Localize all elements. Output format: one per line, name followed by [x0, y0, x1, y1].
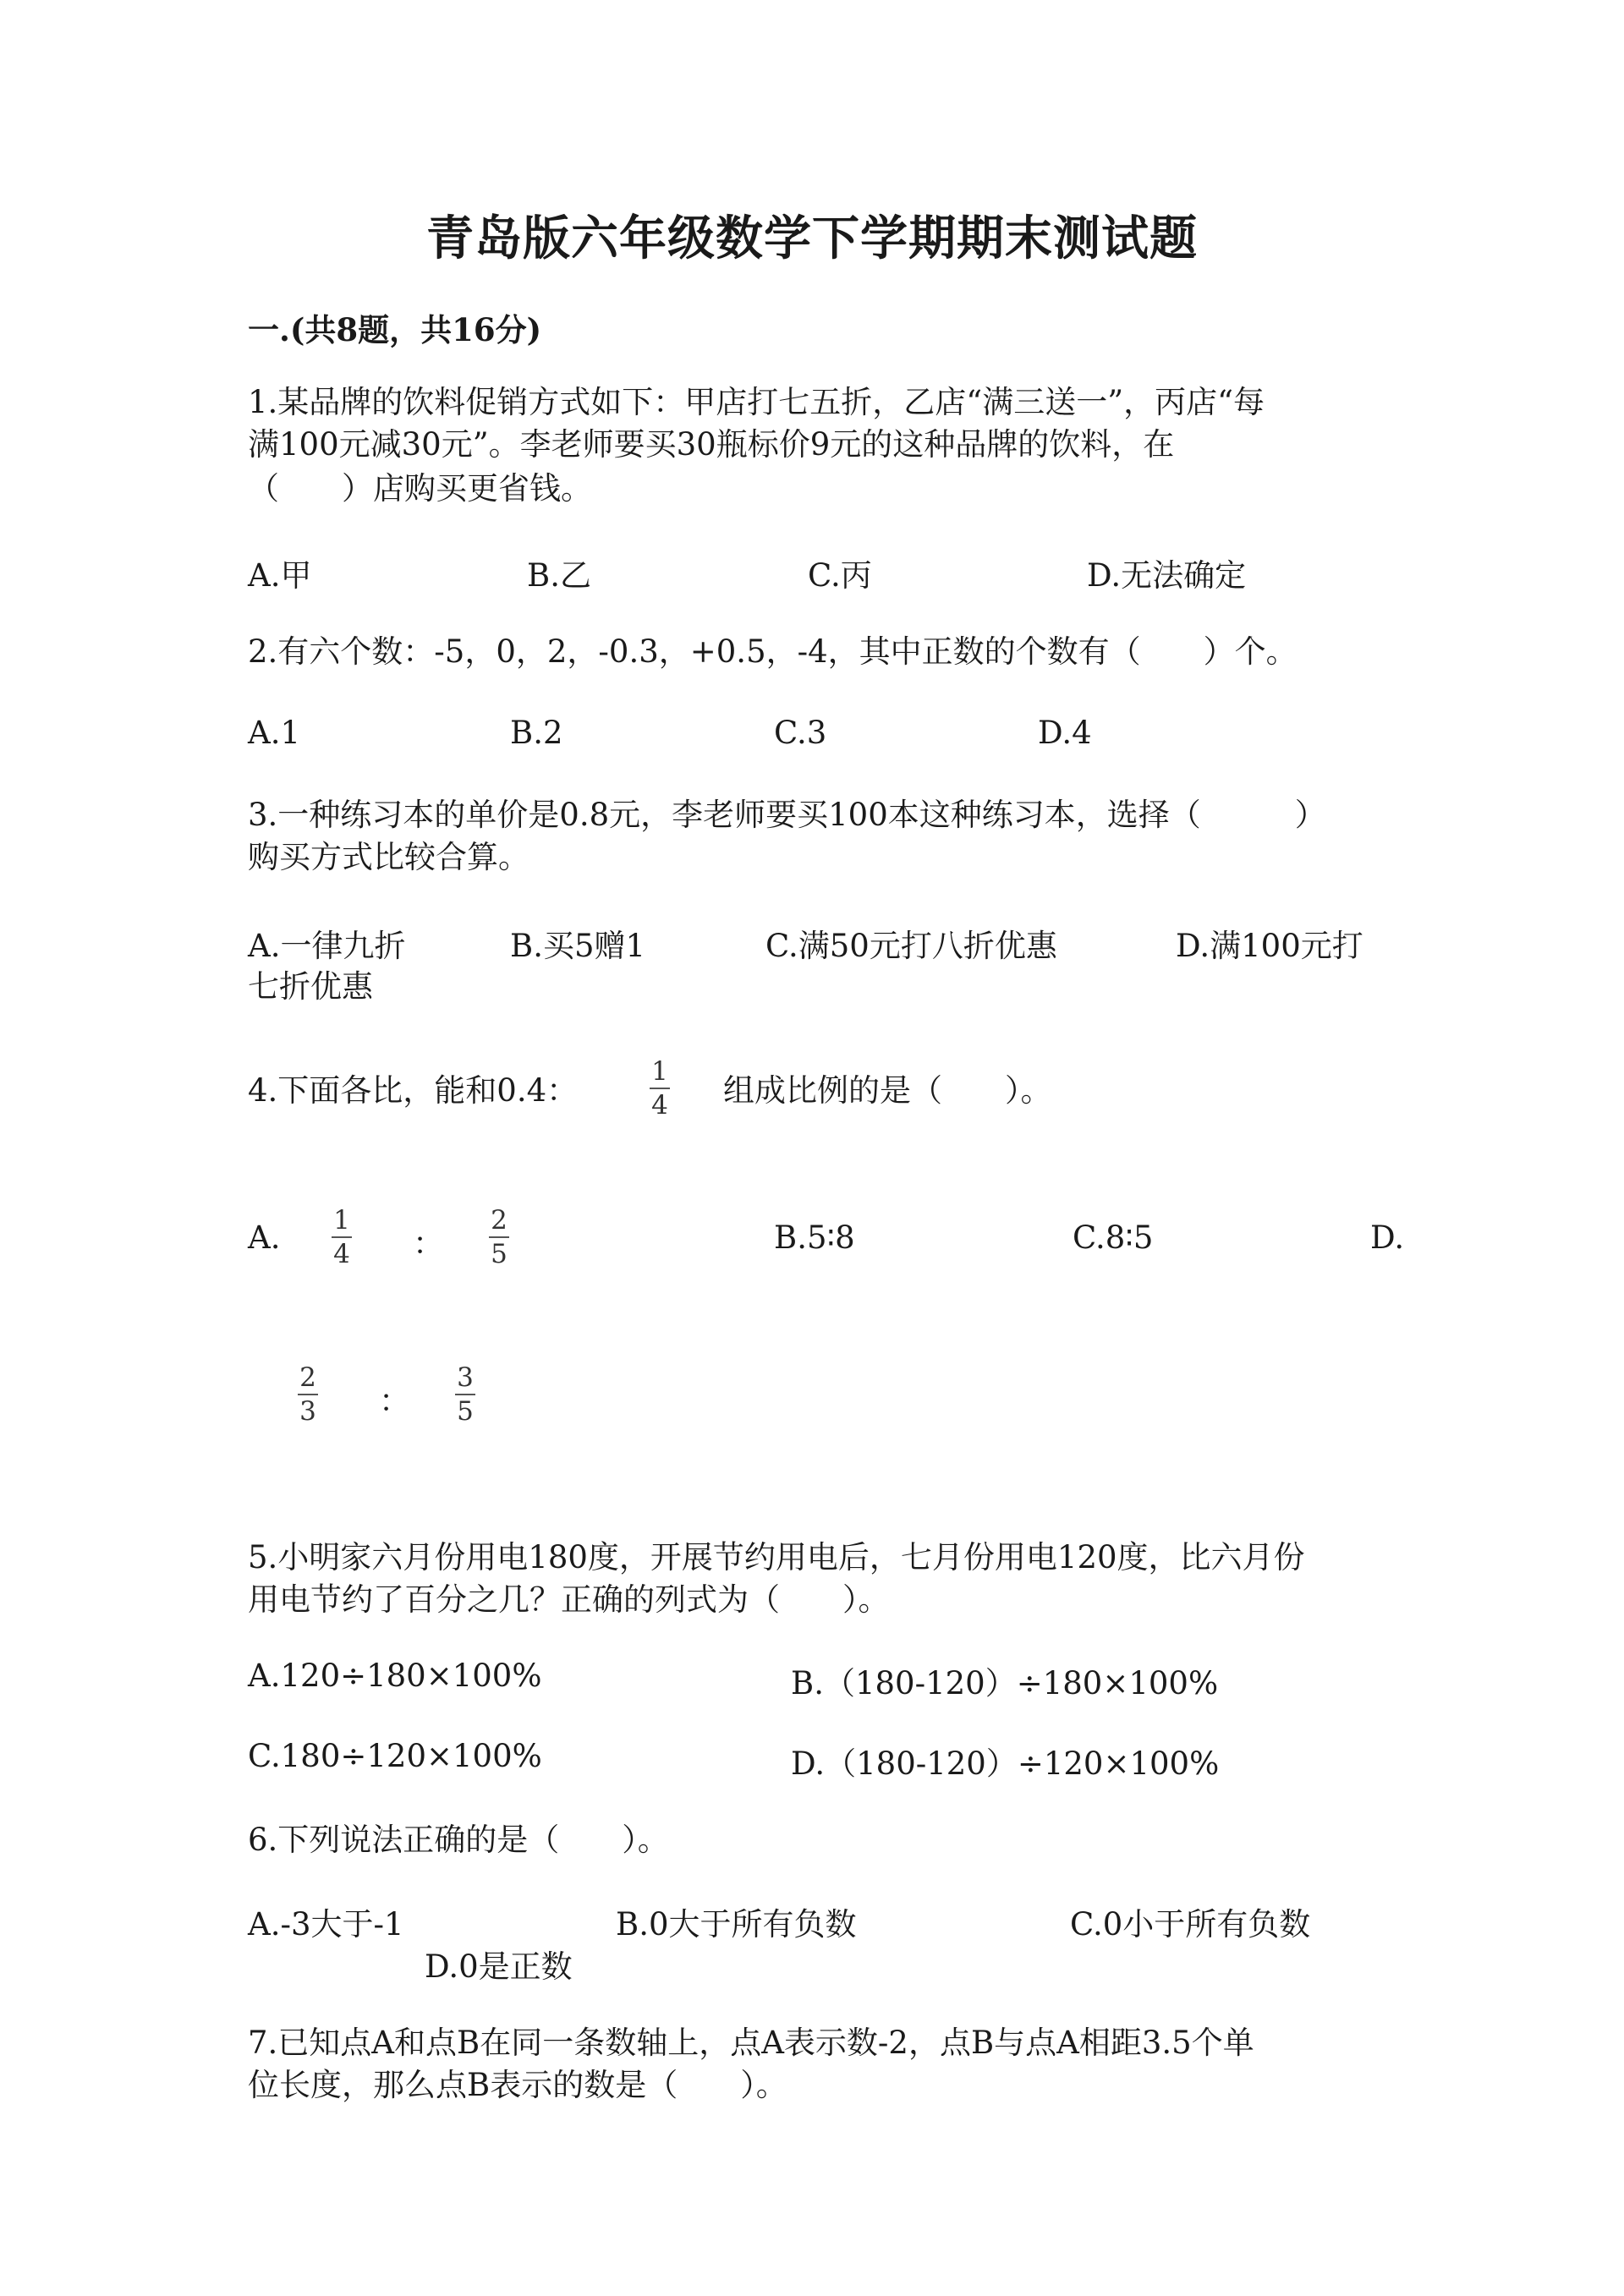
fraction-bar: [298, 1394, 318, 1395]
question-text: 2.有六个数：-5，0，2，-0.3，+0.5，-4，其中正数的个数有（ ）个。: [248, 633, 1298, 670]
option-c[interactable]: C.满50元打八折优惠: [765, 928, 1057, 964]
fraction: [298, 1363, 318, 1426]
page-title: 青岛版六年级数学下学期期末测试题: [426, 211, 1198, 266]
question-text: 4.下面各比，能和0.4：: [248, 1072, 579, 1109]
denominator: 5: [491, 1239, 508, 1269]
numerator: 3: [457, 1362, 474, 1393]
option-b[interactable]: B.2: [510, 715, 563, 751]
question-text: 1.某品牌的饮料促销方式如下：甲店打七五折，乙店“满三送一”，丙店“每: [248, 384, 1265, 420]
question-text: 位长度，那么点B表示的数是（ ）。: [248, 2067, 787, 2103]
numerator: 2: [491, 1205, 508, 1236]
fraction: [650, 1057, 670, 1120]
question-text: 5.小明家六月份用电180度，开展节约用电后，七月份用电120度，比六月份: [248, 1539, 1305, 1575]
question-text: （ ）店购买更省钱。: [248, 470, 592, 507]
denominator: 4: [651, 1090, 668, 1121]
option-c[interactable]: C.180÷120×100%: [248, 1738, 542, 1774]
option-d-continued: 七折优惠: [248, 968, 373, 1005]
fraction-bar: [332, 1236, 352, 1238]
option-label: A.: [248, 1219, 281, 1256]
option-d[interactable]: D.0是正数: [425, 1948, 573, 1985]
fraction: [489, 1206, 509, 1269]
option-b[interactable]: B.乙: [527, 557, 591, 594]
option-label: D.: [1370, 1219, 1405, 1256]
question-text: 组成比例的是（ ）。: [723, 1072, 1052, 1109]
option-a[interactable]: A.甲: [248, 557, 312, 594]
option-a[interactable]: A.1: [248, 715, 301, 751]
question-text: 3.一种练习本的单价是0.8元，李老师要买100本这种练习本，选择（ ）: [248, 797, 1326, 833]
option-c[interactable]: C.3: [774, 715, 827, 751]
numerator: 2: [299, 1362, 316, 1393]
fraction-bar: [650, 1088, 670, 1089]
option-c[interactable]: C.8∶5: [1073, 1219, 1154, 1256]
numerator: 1: [651, 1056, 668, 1087]
fraction: [332, 1206, 352, 1269]
numerator: 1: [333, 1205, 350, 1236]
option-b[interactable]: B.买5赠1: [510, 928, 646, 964]
option-d[interactable]: D.4: [1038, 715, 1092, 751]
option-c[interactable]: C.丙: [808, 557, 872, 594]
question-text: 购买方式比较合算。: [248, 839, 529, 875]
question-text: 7.已知点A和点B在同一条数轴上，点A表示数-2，点B与点A相距3.5个单: [248, 2025, 1254, 2061]
option-d[interactable]: D.（180-120）÷120×100%: [791, 1745, 1220, 1782]
option-a[interactable]: A.120÷180×100%: [248, 1658, 542, 1694]
fraction-bar: [455, 1394, 475, 1395]
option-b[interactable]: B.0大于所有负数: [616, 1906, 857, 1943]
option-b[interactable]: B.（180-120）÷180×100%: [791, 1665, 1219, 1701]
denominator: 4: [333, 1239, 350, 1269]
option-b[interactable]: B.5∶8: [774, 1219, 855, 1256]
denominator: 3: [299, 1396, 316, 1427]
section-heading: 一.(共8题，共16分): [248, 311, 542, 348]
fraction: [455, 1363, 475, 1426]
question-text: 6.下列说法正确的是（ ）。: [248, 1822, 669, 1858]
denominator: 5: [457, 1396, 474, 1427]
option-a[interactable]: A.-3大于-1: [248, 1906, 404, 1943]
option-d[interactable]: D.无法确定: [1087, 557, 1247, 594]
fraction-bar: [489, 1236, 509, 1238]
question-text: 用电节约了百分之几？正确的列式为（ ）。: [248, 1581, 890, 1618]
option-a[interactable]: A.一律九折: [248, 928, 406, 964]
option-c[interactable]: C.0小于所有负数: [1070, 1906, 1311, 1943]
ratio-colon: ：: [379, 1383, 410, 1419]
option-d[interactable]: D.满100元打: [1176, 928, 1363, 964]
question-text: 满100元减30元”。李老师要买30瓶标价9元的这种品牌的饮料，在: [248, 426, 1175, 463]
ratio-colon: ：: [413, 1225, 444, 1262]
